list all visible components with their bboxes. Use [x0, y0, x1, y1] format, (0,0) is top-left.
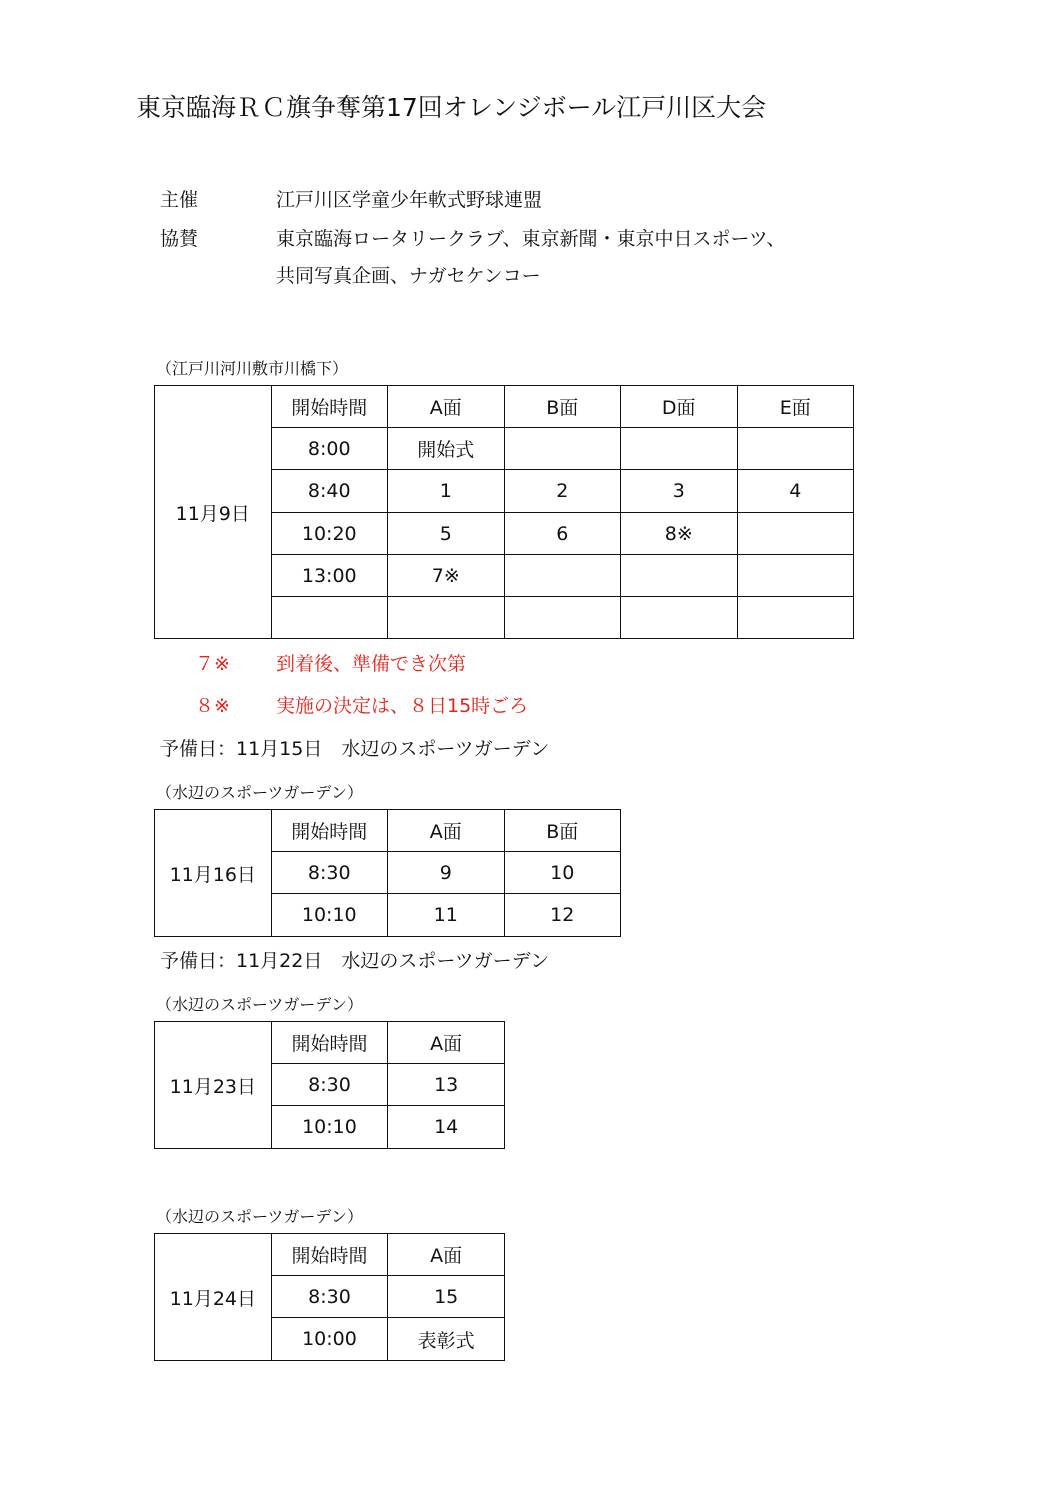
note-text: 実施の決定は、８日15時ごろ	[276, 695, 529, 717]
header-cell: 開始時間	[271, 810, 388, 852]
game-cell: 12	[504, 894, 621, 937]
header-cell: 開始時間	[271, 1022, 388, 1064]
game-cell: 8※	[621, 513, 738, 555]
schedule-table-nov9	[154, 385, 854, 639]
game-cell	[737, 428, 854, 470]
header-cell: 開始時間	[271, 386, 388, 428]
time-cell: 8:30	[271, 852, 388, 894]
game-cell	[504, 597, 621, 639]
game-cell	[388, 597, 505, 639]
game-cell	[737, 597, 854, 639]
reserve-day: 予備日：11月22日 水辺のスポーツガーデン	[160, 950, 550, 972]
time-cell	[271, 597, 388, 639]
time-cell: 10:10	[271, 1106, 388, 1149]
time-cell: 8:30	[271, 1276, 388, 1318]
header-cell: A面	[388, 1022, 505, 1064]
page-title: 東京臨海ＲＣ旗争奪第17回オレンジボール江戸川区大会	[136, 93, 767, 122]
game-cell: 13	[388, 1064, 505, 1106]
game-cell	[621, 428, 738, 470]
sponsor-line-1: 東京臨海ロータリークラブ、東京新聞・東京中日スポーツ、	[276, 228, 786, 250]
schedule-table-nov16	[154, 809, 621, 937]
time-cell: 10:00	[271, 1318, 388, 1361]
reserve-day: 予備日：11月15日 水辺のスポーツガーデン	[160, 738, 550, 760]
date-cell: 11月24日	[155, 1234, 272, 1361]
date-cell: 11月9日	[155, 386, 272, 639]
game-cell: 7※	[388, 555, 505, 597]
game-cell: 10	[504, 852, 621, 894]
sponsor-label: 協賛	[160, 228, 199, 250]
time-cell: 10:20	[271, 513, 388, 555]
game-cell	[737, 513, 854, 555]
venue-label: （水辺のスポーツガーデン）	[156, 783, 364, 802]
game-cell: 2	[504, 470, 621, 513]
venue-label: （江戸川河川敷市川橋下）	[156, 359, 349, 378]
game-cell: 3	[621, 470, 738, 513]
time-cell: 8:40	[271, 470, 388, 513]
header-cell: D面	[621, 386, 738, 428]
time-cell: 8:00	[271, 428, 388, 470]
game-cell: 6	[504, 513, 621, 555]
game-cell: 1	[388, 470, 505, 513]
organizer-label: 主催	[160, 189, 199, 211]
venue-label: （水辺のスポーツガーデン）	[156, 1207, 364, 1226]
game-cell	[621, 597, 738, 639]
game-cell: 11	[388, 894, 505, 937]
note-mark: ８※	[195, 695, 230, 717]
header-cell: B面	[504, 386, 621, 428]
organizer-value: 江戸川区学童少年軟式野球連盟	[276, 189, 543, 211]
time-cell: 8:30	[271, 1064, 388, 1106]
note-text: 到着後、準備でき次第	[276, 653, 467, 675]
schedule-table-nov24	[154, 1233, 505, 1361]
game-cell	[504, 428, 621, 470]
game-cell: 9	[388, 852, 505, 894]
header-cell: A面	[388, 386, 505, 428]
date-cell: 11月23日	[155, 1022, 272, 1149]
sponsor-line-2: 共同写真企画、ナガセケンコー	[276, 265, 541, 287]
header-cell: B面	[504, 810, 621, 852]
game-cell: 4	[737, 470, 854, 513]
game-cell	[504, 555, 621, 597]
game-cell: 開始式	[388, 428, 505, 470]
game-cell	[737, 555, 854, 597]
header-cell: A面	[388, 810, 505, 852]
game-cell: 15	[388, 1276, 505, 1318]
time-cell: 13:00	[271, 555, 388, 597]
schedule-table-nov23	[154, 1021, 505, 1149]
game-cell	[621, 555, 738, 597]
time-cell: 10:10	[271, 894, 388, 937]
note-mark: ７※	[195, 653, 230, 675]
header-cell: A面	[388, 1234, 505, 1276]
date-cell: 11月16日	[155, 810, 272, 937]
game-cell: 表彰式	[388, 1318, 505, 1361]
game-cell: 14	[388, 1106, 505, 1149]
venue-label: （水辺のスポーツガーデン）	[156, 995, 364, 1014]
game-cell: 5	[388, 513, 505, 555]
header-cell: 開始時間	[271, 1234, 388, 1276]
header-cell: E面	[737, 386, 854, 428]
